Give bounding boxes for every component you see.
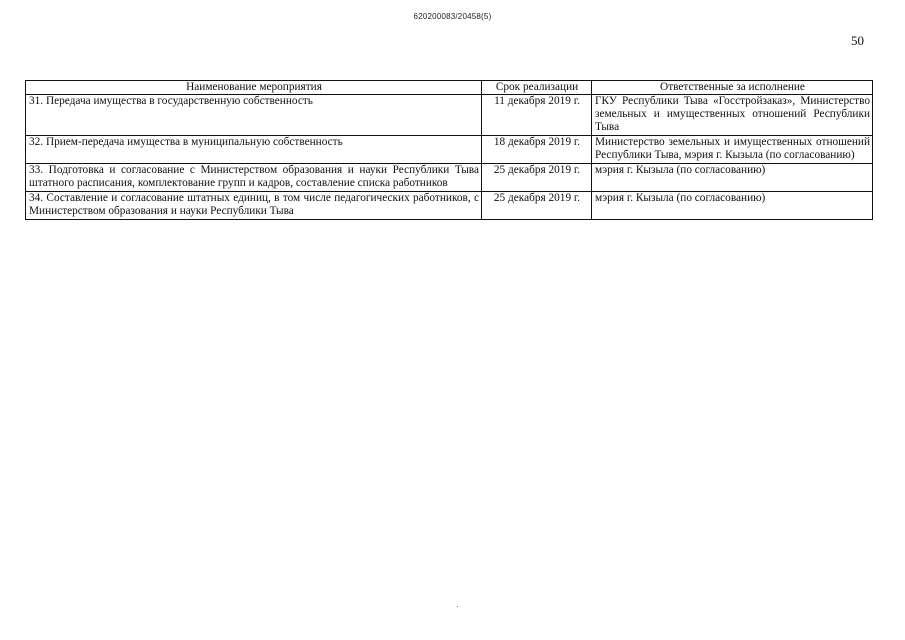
- scan-dot: [457, 606, 458, 607]
- table-row: [26, 192, 873, 220]
- row-34-deadline: 25 декабря 2019 г.: [482, 192, 592, 220]
- row-31-measure: 31. Передача имущества в государственную собственность: [26, 95, 482, 136]
- row-32-deadline: 18 декабря 2019 г.: [482, 136, 592, 164]
- row-34-responsible: мэрия г. Кызыла (по согласованию): [592, 192, 873, 220]
- header-measure-name: Наименование мероприятия: [26, 81, 482, 95]
- row-32-responsible: Министерство земельных и имущественных отношений Республики Тыва, мэрия г. Кызыла (по согласованию): [592, 136, 873, 164]
- row-31-responsible: ГКУ Республики Тыва «Госстройзаказ», Министерство земельных и имущественных отношений Республики Тыва: [592, 95, 873, 136]
- table-row: [26, 136, 873, 164]
- table-row: [26, 95, 873, 136]
- row-33-responsible: мэрия г. Кызыла (по согласованию): [592, 164, 873, 192]
- header-responsible: Ответственные за исполнение: [592, 81, 873, 95]
- row-31-deadline: 11 декабря 2019 г.: [482, 95, 592, 136]
- row-33-deadline: 25 декабря 2019 г.: [482, 164, 592, 192]
- row-32-measure: 32. Прием-передача имущества в муниципальную собственность: [26, 136, 482, 164]
- row-34-measure: 34. Составление и согласование штатных единиц, в том числе педагогических работников, с Министерством образования и науки Республики Тыва: [26, 192, 482, 220]
- header-deadline: Срок реализации: [482, 81, 592, 95]
- table-header-row: [26, 81, 873, 95]
- row-33-measure: 33. Подготовка и согласование с Министерством образования и науки Республики Тыва штатного расписания, комплектование групп и кадров, составление списка работников: [26, 164, 482, 192]
- table-row: [26, 164, 873, 192]
- measures-table: [25, 80, 873, 220]
- document-id: 620200083/20458(5): [413, 12, 492, 21]
- page-number: 50: [851, 33, 864, 48]
